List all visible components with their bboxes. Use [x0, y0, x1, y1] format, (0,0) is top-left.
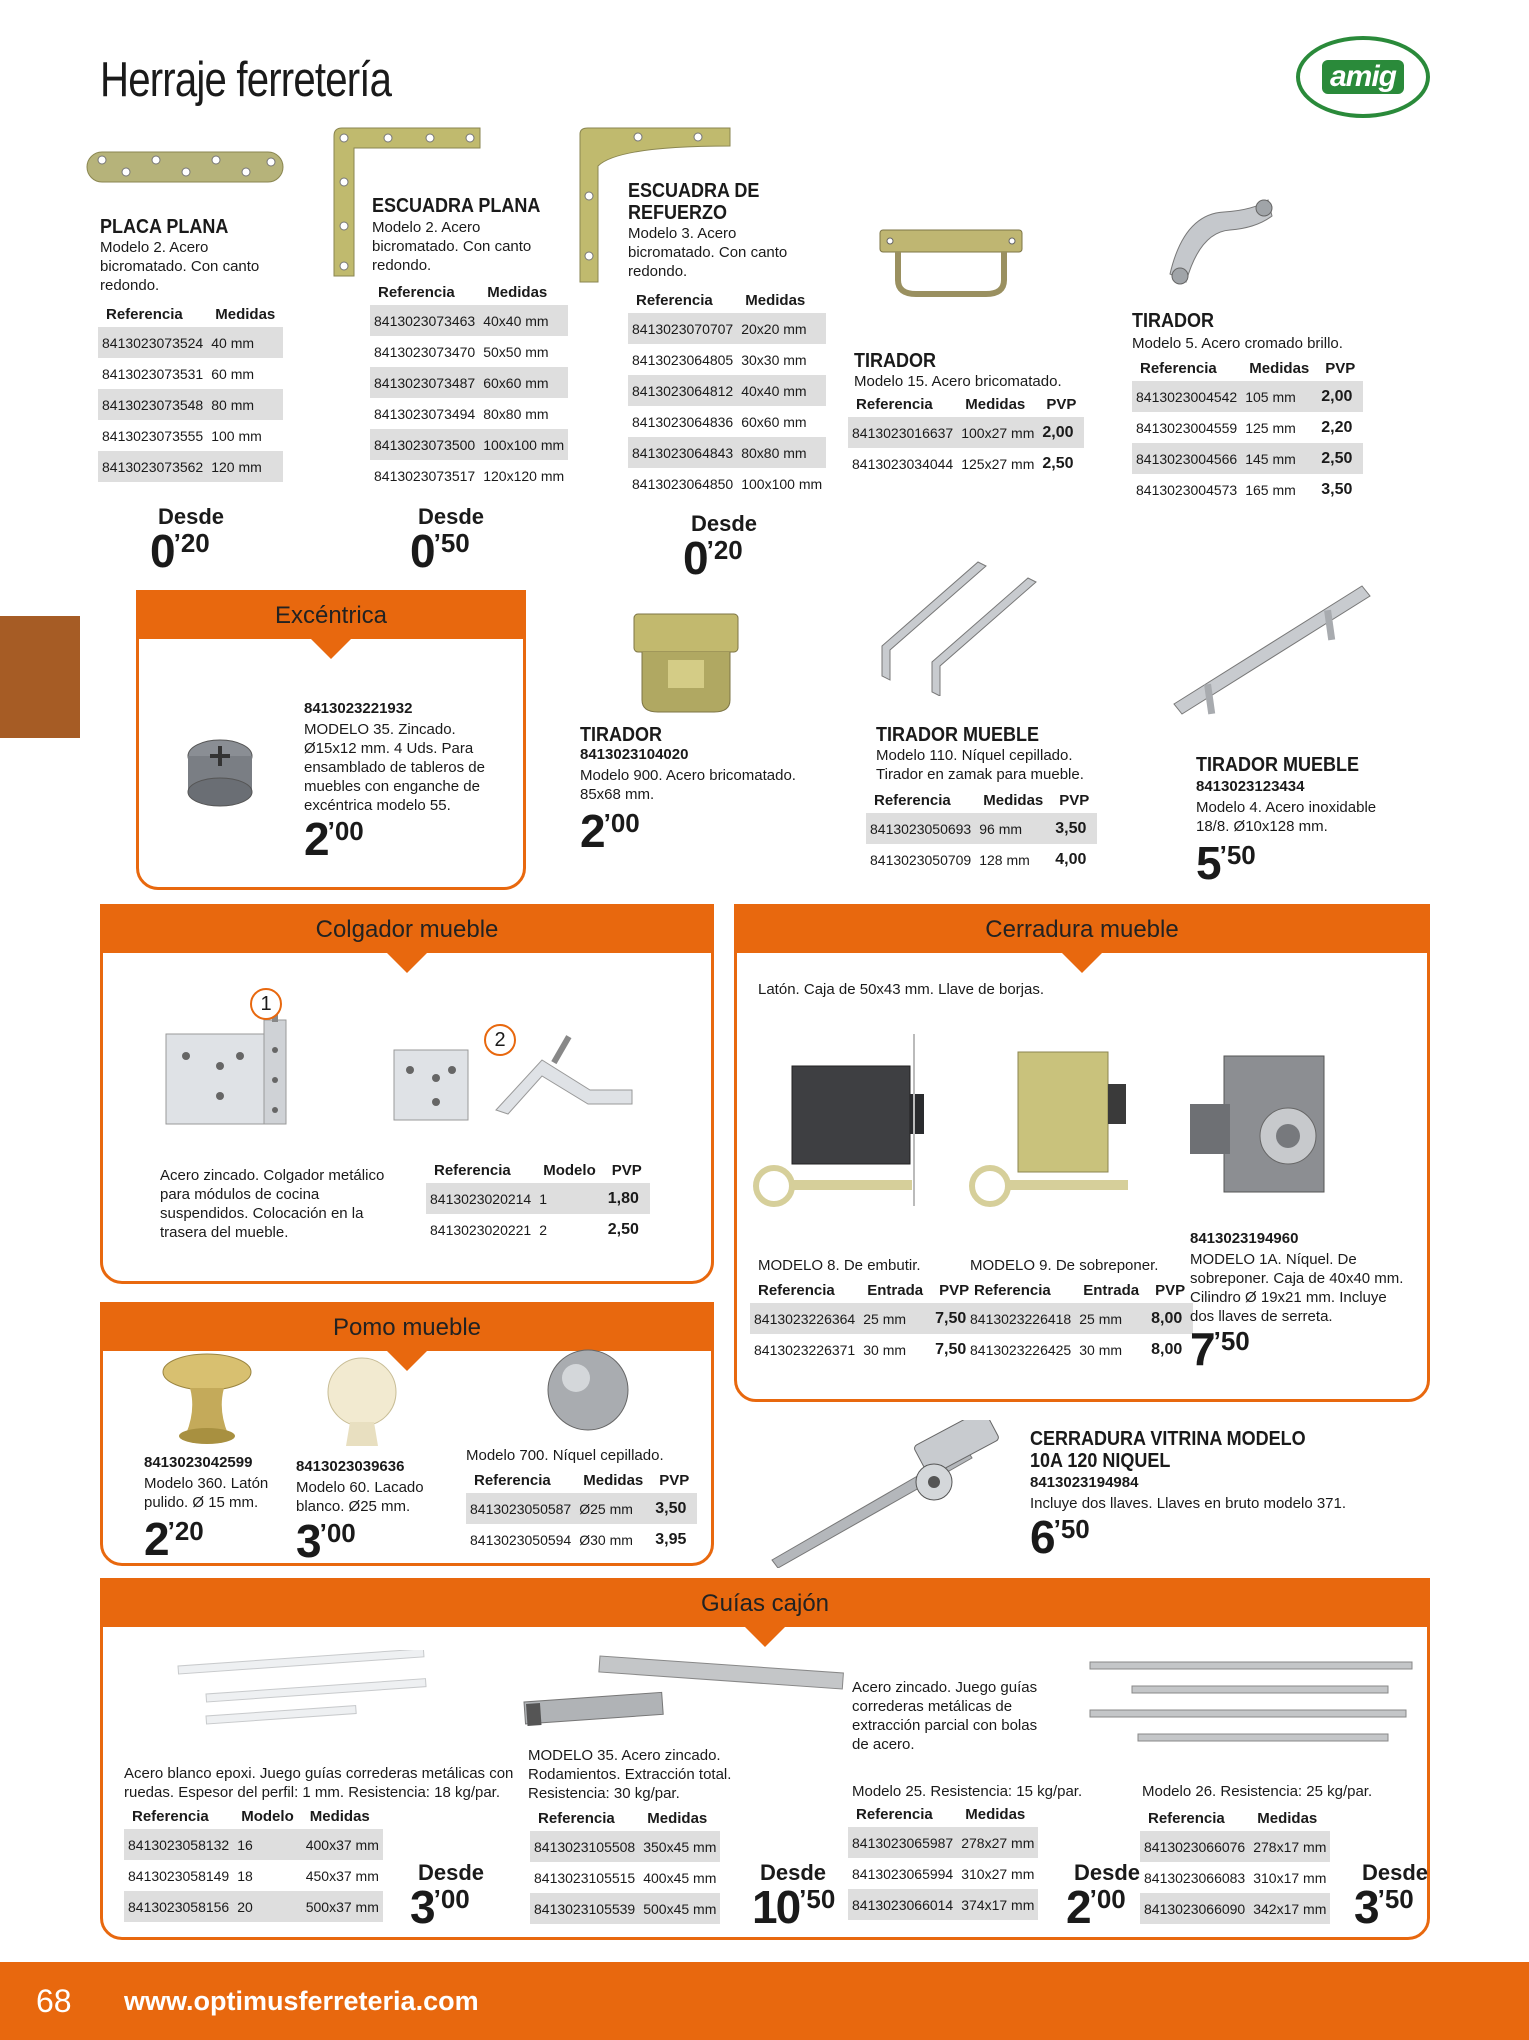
colgador-desc: Acero zincado. Colgador metálico para módulos de cocina suspendidos. Colocación en la trasera del mueble. — [160, 1167, 385, 1241]
table-cell: 60x60 mm — [479, 367, 568, 398]
colgador-badge-1: 1 — [250, 988, 282, 1020]
guia-35-price: Desde 10’50 — [752, 1860, 836, 1933]
table-row — [848, 1889, 1038, 1920]
cerradura-header: Cerradura mueble — [737, 907, 1427, 953]
table-cell: 80 mm — [207, 389, 283, 420]
table-cell: 8413023064805 — [632, 351, 734, 368]
table-header: Referencia — [974, 1282, 1051, 1299]
table-cell: 8413023058156 — [124, 1891, 233, 1922]
table-header: Referencia — [636, 292, 713, 309]
table-row — [98, 451, 283, 482]
colgador-2-image — [392, 1030, 642, 1126]
tirador-900-price: 2’00 — [580, 805, 640, 857]
pomo-360-price: 2’20 — [144, 1513, 204, 1565]
guia-25-table — [848, 1802, 1038, 1920]
table-row — [124, 1891, 383, 1922]
guia-epoxi-image — [176, 1650, 432, 1734]
table-cell: 8413023034044 — [852, 455, 954, 472]
tirador-900-desc: Modelo 900. Acero bricomatado. 85x68 mm. — [580, 767, 796, 803]
footer-url[interactable]: www.optimusferreteria.com — [124, 1985, 479, 2016]
table-row — [530, 1893, 720, 1924]
table-cell: 8,00 — [1147, 1303, 1193, 1334]
tirador-mueble-4-desc: Modelo 4. Acero inoxidable 18/8. Ø10x128 mm. — [1196, 799, 1377, 835]
guia-35-table — [530, 1806, 720, 1924]
table-cell: 400x45 mm — [643, 1869, 717, 1886]
guia-epoxi-price: Desde 3’00 — [410, 1860, 485, 1933]
table-row — [628, 437, 826, 468]
placa-plana-desc: Modelo 2. Acero bicromatado. Con canto redondo. — [100, 239, 260, 294]
table-cell: 8413023073531 — [102, 365, 204, 382]
tirador-15-desc: Modelo 15. Acero bricomatado. — [854, 373, 1062, 390]
table-cell: 2,50 — [1042, 454, 1074, 472]
table-cell: 8413023073470 — [374, 343, 476, 360]
table-cell: 2,50 — [607, 1220, 639, 1238]
table-cell: 310x17 mm — [1253, 1869, 1327, 1886]
amig-logo — [1296, 36, 1430, 118]
table-row — [628, 406, 826, 437]
table-header: Medidas — [983, 792, 1044, 809]
table-cell: 125 mm — [1245, 419, 1296, 436]
table-row — [466, 1524, 697, 1555]
excentrica-price: 2’00 — [304, 813, 364, 865]
table-row — [966, 1303, 1193, 1334]
table-cell: 120x120 mm — [483, 467, 565, 484]
table-cell: 4,00 — [1055, 850, 1087, 868]
table-header: Medidas — [1249, 360, 1310, 377]
table-cell: 105 mm — [1241, 381, 1317, 412]
table-row — [1140, 1831, 1330, 1862]
cerradura-m1a-image — [1188, 1050, 1340, 1198]
colgador-badge-2: 2 — [484, 1024, 516, 1056]
cerradura-m9-table — [966, 1278, 1193, 1365]
table-cell: 374x17 mm — [957, 1889, 1038, 1920]
table-cell: 16 — [233, 1829, 302, 1860]
table-row — [848, 448, 1084, 479]
table-row — [98, 327, 283, 358]
cerradura-vitrina-ref: 8413023194984 — [1030, 1474, 1139, 1491]
table-cell: 8413023004573 — [1136, 481, 1238, 498]
pomo-60-desc: Modelo 60. Lacado blanco. Ø25 mm. — [296, 1479, 424, 1515]
guia-epoxi-desc: Acero blanco epoxi. Juego guías correderas metálicas con ruedas. Espesor del perfil: 1 mm. Resistencia: 18 kg/par. — [124, 1765, 514, 1801]
table-cell: 8413023050594 — [470, 1531, 572, 1548]
table-cell: 8413023073524 — [98, 327, 207, 358]
table-cell: 25 mm — [1075, 1303, 1147, 1334]
table-row — [530, 1831, 720, 1862]
guia-25-price: Desde 2’00 — [1066, 1860, 1141, 1933]
table-cell: 30x30 mm — [741, 351, 807, 368]
cerradura-m8-image — [744, 1030, 930, 1210]
cerradura-m9-label: MODELO 9. De sobreponer. — [970, 1257, 1159, 1274]
table-cell: 8413023050709 — [870, 851, 972, 868]
pomo-360-image — [160, 1350, 254, 1448]
guia-bolas-image — [1088, 1656, 1416, 1744]
tirador-900-name: TIRADOR — [580, 724, 662, 746]
table-row — [370, 305, 568, 336]
table-cell: 60 mm — [211, 365, 255, 382]
guia-26-price: Desde 3’50 — [1354, 1860, 1429, 1933]
table-cell: 8413023105539 — [530, 1893, 639, 1924]
table-row — [628, 468, 826, 499]
table-cell: 8413023073463 — [370, 305, 479, 336]
tirador-mueble-110-table — [866, 788, 1097, 875]
table-row — [750, 1334, 977, 1365]
table-cell: 30 mm — [863, 1341, 907, 1358]
table-header: PVP — [1059, 792, 1090, 809]
table-cell: 8413023058149 — [128, 1867, 230, 1884]
table-row — [750, 1303, 977, 1334]
table-header: Referencia — [856, 1806, 933, 1823]
guia-26-table — [1140, 1806, 1330, 1924]
guia-bolas-intro: Acero zincado. Juego guías correderas metálicas de extracción parcial con bolas de acero. — [852, 1679, 1038, 1753]
table-header: PVP — [611, 1162, 642, 1179]
table-cell: 8413023064812 — [628, 375, 737, 406]
brand-text: amig — [1322, 60, 1404, 94]
table-cell: Ø25 mm — [575, 1493, 651, 1524]
table-cell: 350x45 mm — [639, 1831, 720, 1862]
table-cell: 3,50 — [1321, 480, 1353, 498]
tirador-mueble-110-desc: Modelo 110. Níquel cepillado. Tirador en zamak para mueble. — [876, 747, 1084, 783]
table-cell: 8413023050587 — [466, 1493, 575, 1524]
table-row — [98, 420, 283, 451]
table-cell: 125x27 mm — [961, 455, 1035, 472]
table-cell: 8413023004559 — [1136, 419, 1238, 436]
escuadra-plana-price: Desde 0’50 — [410, 504, 485, 577]
table-cell: 8413023004542 — [1132, 381, 1241, 412]
page-number: 68 — [36, 1982, 72, 2019]
table-row — [1140, 1893, 1330, 1924]
table-cell: 3,50 — [651, 1493, 697, 1524]
cerradura-vitrina-price: 6’50 — [1030, 1511, 1090, 1563]
table-cell: 128 mm — [979, 851, 1030, 868]
excentrica-ref: 8413023221932 — [304, 700, 413, 717]
table-cell: 40 mm — [207, 327, 283, 358]
table-header: Medidas — [215, 306, 276, 323]
tirador-15-image — [876, 222, 1026, 302]
table-cell: 8413023016637 — [848, 417, 957, 448]
table-cell: 50x50 mm — [483, 343, 549, 360]
table-cell: 60x60 mm — [741, 413, 807, 430]
table-cell: 96 mm — [975, 813, 1051, 844]
table-cell: 2,00 — [1317, 381, 1363, 412]
table-cell: 7,50 — [935, 1340, 967, 1358]
table-cell: 450x37 mm — [305, 1867, 379, 1884]
table-row — [866, 813, 1097, 844]
table-cell: 8,00 — [1151, 1340, 1183, 1358]
table-header: Referencia — [106, 306, 183, 323]
table-cell: Ø30 mm — [579, 1531, 633, 1548]
colgador-table — [426, 1158, 650, 1245]
pomo-700-desc: Modelo 700. Níquel cepillado. — [466, 1447, 664, 1464]
table-header: PVP — [939, 1282, 970, 1299]
table-row — [1132, 381, 1363, 412]
table-cell: 7,50 — [931, 1303, 977, 1334]
table-cell: 100 mm — [211, 427, 262, 444]
table-cell: 8413023226364 — [750, 1303, 859, 1334]
table-cell: 278x17 mm — [1249, 1831, 1330, 1862]
table-cell: 100x27 mm — [957, 417, 1038, 448]
table-cell: 8413023065987 — [848, 1827, 957, 1858]
tirador-15-name: TIRADOR — [854, 350, 936, 372]
table-row — [98, 389, 283, 420]
guia-25-desc: Modelo 25. Resistencia: 15 kg/par. — [852, 1783, 1083, 1800]
table-cell: 8413023066014 — [848, 1889, 957, 1920]
table-header: Referencia — [474, 1472, 551, 1489]
table-row — [370, 398, 568, 429]
table-cell: 80x80 mm — [737, 437, 826, 468]
tirador-900-image — [628, 610, 744, 718]
table-header: Medidas — [965, 1806, 1026, 1823]
table-header: Referencia — [758, 1282, 835, 1299]
table-header: Referencia — [378, 284, 455, 301]
guia-35-image — [522, 1652, 848, 1736]
placa-plana-name: PLACA PLANA — [100, 216, 229, 238]
table-cell: 2,20 — [1321, 418, 1353, 436]
table-row — [848, 417, 1084, 448]
tirador-5-name: TIRADOR — [1132, 310, 1214, 332]
table-header: Medidas — [309, 1808, 370, 1825]
table-header: Entrada — [1083, 1282, 1140, 1299]
escuadra-refuerzo-table — [628, 288, 826, 499]
tirador-5-image — [1164, 194, 1274, 290]
table-header: Medidas — [745, 292, 806, 309]
table-cell: 1,80 — [604, 1183, 650, 1214]
table-header: PVP — [1325, 360, 1356, 377]
cerradura-m8-table — [750, 1278, 977, 1365]
table-row — [866, 844, 1097, 875]
table-row — [628, 344, 826, 375]
table-header: Medidas — [647, 1810, 708, 1827]
table-cell: 8413023050693 — [866, 813, 975, 844]
pomo-60-ref: 8413023039636 — [296, 1458, 405, 1475]
cerradura-m1a-ref: 8413023194960 — [1190, 1230, 1299, 1247]
table-row — [1140, 1862, 1330, 1893]
section-tab — [0, 616, 80, 738]
table-row — [124, 1829, 383, 1860]
table-cell: 8413023073555 — [102, 427, 204, 444]
table-cell: 8413023105508 — [530, 1831, 639, 1862]
table-cell: 1 — [535, 1183, 604, 1214]
table-header: Medidas — [487, 284, 548, 301]
page-footer — [0, 1962, 1529, 2040]
table-cell: 8413023020214 — [426, 1183, 535, 1214]
table-cell: 3,50 — [1051, 813, 1097, 844]
table-cell: 8413023073487 — [370, 367, 479, 398]
tirador-mueble-110-name: TIRADOR MUEBLE — [876, 724, 1039, 746]
table-cell: 342x17 mm — [1249, 1893, 1330, 1924]
tirador-900-ref: 8413023104020 — [580, 746, 689, 763]
cerradura-m1a-desc: MODELO 1A. Níquel. De sobreponer. Caja de 40x40 mm. Cilindro Ø 19x21 mm. Incluye dos llaves de serreta. — [1190, 1251, 1404, 1325]
pomo-60-price: 3’00 — [296, 1515, 356, 1567]
excentrica-header: Excéntrica — [139, 593, 523, 639]
escuadra-refuerzo-price: Desde 0’20 — [683, 511, 758, 584]
table-header: Medidas — [1257, 1810, 1318, 1827]
escuadra-plana-name: ESCUADRA PLANA — [372, 195, 541, 217]
excentrica-image — [184, 734, 256, 812]
table-cell: 500x37 mm — [302, 1891, 383, 1922]
pomo-700-table — [466, 1468, 697, 1555]
table-header: Referencia — [1140, 360, 1217, 377]
page-title: Herraje ferretería — [100, 53, 392, 107]
table-cell: 40x40 mm — [479, 305, 568, 336]
guias-header: Guías cajón — [103, 1581, 1427, 1627]
table-header: Referencia — [874, 792, 951, 809]
tirador-5-table — [1132, 356, 1363, 505]
table-cell: 3,95 — [655, 1530, 687, 1548]
table-cell: 8413023073562 — [98, 451, 207, 482]
table-header: Entrada — [867, 1282, 924, 1299]
table-cell: 25 mm — [859, 1303, 931, 1334]
table-cell: 8413023064843 — [628, 437, 737, 468]
table-header: Modelo — [241, 1808, 294, 1825]
table-cell: 8413023064836 — [632, 413, 734, 430]
table-cell: 8413023066076 — [1140, 1831, 1249, 1862]
table-row — [98, 358, 283, 389]
tirador-15-table — [848, 392, 1084, 479]
table-cell: 8413023073500 — [370, 429, 479, 460]
table-row — [628, 375, 826, 406]
table-row — [1132, 412, 1363, 443]
table-cell: 18 — [237, 1867, 253, 1884]
table-cell: 8413023226418 — [966, 1303, 1075, 1334]
table-row — [124, 1860, 383, 1891]
table-cell: 40x40 mm — [737, 375, 826, 406]
table-cell: 400x37 mm — [302, 1829, 383, 1860]
table-cell: 2,00 — [1038, 417, 1084, 448]
table-header: Referencia — [1148, 1810, 1225, 1827]
table-cell: 310x27 mm — [961, 1865, 1035, 1882]
table-row — [370, 336, 568, 367]
colgador-header: Colgador mueble — [103, 907, 711, 953]
escuadra-refuerzo-name: ESCUADRA DE REFUERZO — [628, 180, 760, 224]
table-cell: 165 mm — [1245, 481, 1296, 498]
table-cell: 500x45 mm — [639, 1893, 720, 1924]
cerradura-desc: Latón. Caja de 50x43 mm. Llave de borjas. — [758, 981, 1045, 998]
tirador-mueble-4-price: 5’50 — [1196, 837, 1256, 889]
table-header: PVP — [1155, 1282, 1186, 1299]
table-row — [370, 367, 568, 398]
pomo-60-image — [320, 1356, 404, 1452]
tirador-mueble-4-image — [1166, 580, 1374, 720]
table-cell: 80x80 mm — [483, 405, 549, 422]
table-row — [466, 1493, 697, 1524]
table-cell: 8413023064850 — [632, 475, 734, 492]
table-header: Medidas — [965, 396, 1026, 413]
table-cell: 100x100 mm — [741, 475, 823, 492]
table-cell: 100x100 mm — [479, 429, 568, 460]
table-cell: 8413023066083 — [1144, 1869, 1246, 1886]
escuadra-plana-table — [370, 280, 568, 491]
table-row — [370, 460, 568, 491]
placa-plana-table — [98, 302, 283, 482]
guia-epoxi-table — [124, 1804, 383, 1922]
table-cell: 8413023073494 — [374, 405, 476, 422]
table-row — [370, 429, 568, 460]
table-cell: 8413023066090 — [1140, 1893, 1249, 1924]
table-row — [1132, 443, 1363, 474]
pomo-header: Pomo mueble — [103, 1305, 711, 1351]
pomo-360-ref: 8413023042599 — [144, 1454, 253, 1471]
pomo-360-desc: Modelo 360. Latón pulido. Ø 15 mm. — [144, 1475, 269, 1511]
table-row — [530, 1862, 720, 1893]
table-header: Referencia — [132, 1808, 209, 1825]
placa-plana-image — [86, 148, 284, 186]
table-header: Referencia — [538, 1810, 615, 1827]
escuadra-refuerzo-desc: Modelo 3. Acero bicromatado. Con canto redondo. — [628, 225, 788, 280]
table-row — [848, 1827, 1038, 1858]
table-cell: 278x27 mm — [957, 1827, 1038, 1858]
table-cell: 8413023004566 — [1132, 443, 1241, 474]
table-cell: 8413023226425 — [970, 1341, 1072, 1358]
table-cell: 8413023226371 — [754, 1341, 856, 1358]
table-header: Medidas — [583, 1472, 644, 1489]
pomo-700-image — [544, 1346, 632, 1436]
table-cell: 8413023058132 — [124, 1829, 233, 1860]
table-cell: 20x20 mm — [737, 313, 826, 344]
cerradura-m9-image — [960, 1040, 1136, 1210]
table-header: Referencia — [434, 1162, 511, 1179]
table-cell: 8413023073548 — [98, 389, 207, 420]
table-cell: 30 mm — [1079, 1341, 1123, 1358]
table-cell: 120 mm — [207, 451, 283, 482]
tirador-5-desc: Modelo 5. Acero cromado brillo. — [1132, 335, 1343, 352]
table-cell: 20 — [233, 1891, 302, 1922]
table-row — [628, 313, 826, 344]
table-cell: 8413023020221 — [430, 1221, 532, 1238]
table-row — [426, 1214, 650, 1245]
table-header: Modelo — [543, 1162, 596, 1179]
cerradura-m8-label: MODELO 8. De embutir. — [758, 1257, 921, 1274]
tirador-mueble-4-name: TIRADOR MUEBLE — [1196, 754, 1359, 776]
cerradura-m1a-price: 7’50 — [1190, 1323, 1250, 1375]
table-cell: 8413023105515 — [534, 1869, 636, 1886]
table-row — [848, 1858, 1038, 1889]
tirador-mueble-110-image — [872, 556, 1052, 696]
table-cell: 8413023065994 — [852, 1865, 954, 1882]
table-row — [1132, 474, 1363, 505]
table-header: PVP — [659, 1472, 690, 1489]
cerradura-vitrina-name: CERRADURA VITRINA MODELO 10A 120 NIQUEL — [1030, 1428, 1306, 1472]
table-row — [966, 1334, 1193, 1365]
table-header: Referencia — [856, 396, 933, 413]
table-cell: 2 — [539, 1221, 548, 1238]
guia-35-desc: MODELO 35. Acero zincado. Rodamientos. Extracción total. Resistencia: 30 kg/par. — [528, 1747, 732, 1802]
table-cell: 8413023073517 — [374, 467, 476, 484]
table-cell: 8413023070707 — [628, 313, 737, 344]
placa-plana-price: Desde 0’20 — [150, 504, 225, 577]
table-header: PVP — [1046, 396, 1077, 413]
table-row — [426, 1183, 650, 1214]
cerradura-vitrina-desc: Incluye dos llaves. Llaves en bruto modelo 371. — [1030, 1495, 1347, 1512]
excentrica-desc: MODELO 35. Zincado. Ø15x12 mm. 4 Uds. Para ensamblado de tableros de muebles con enganche de excéntrica modelo 55. — [304, 721, 485, 814]
escuadra-plana-desc: Modelo 2. Acero bicromatado. Con canto redondo. — [372, 219, 532, 274]
cerradura-vitrina-image — [766, 1420, 1002, 1568]
tirador-mueble-4-ref: 8413023123434 — [1196, 778, 1305, 795]
table-cell: 2,50 — [1317, 443, 1363, 474]
table-cell: 145 mm — [1241, 443, 1317, 474]
guia-26-desc: Modelo 26. Resistencia: 25 kg/par. — [1142, 1783, 1373, 1800]
